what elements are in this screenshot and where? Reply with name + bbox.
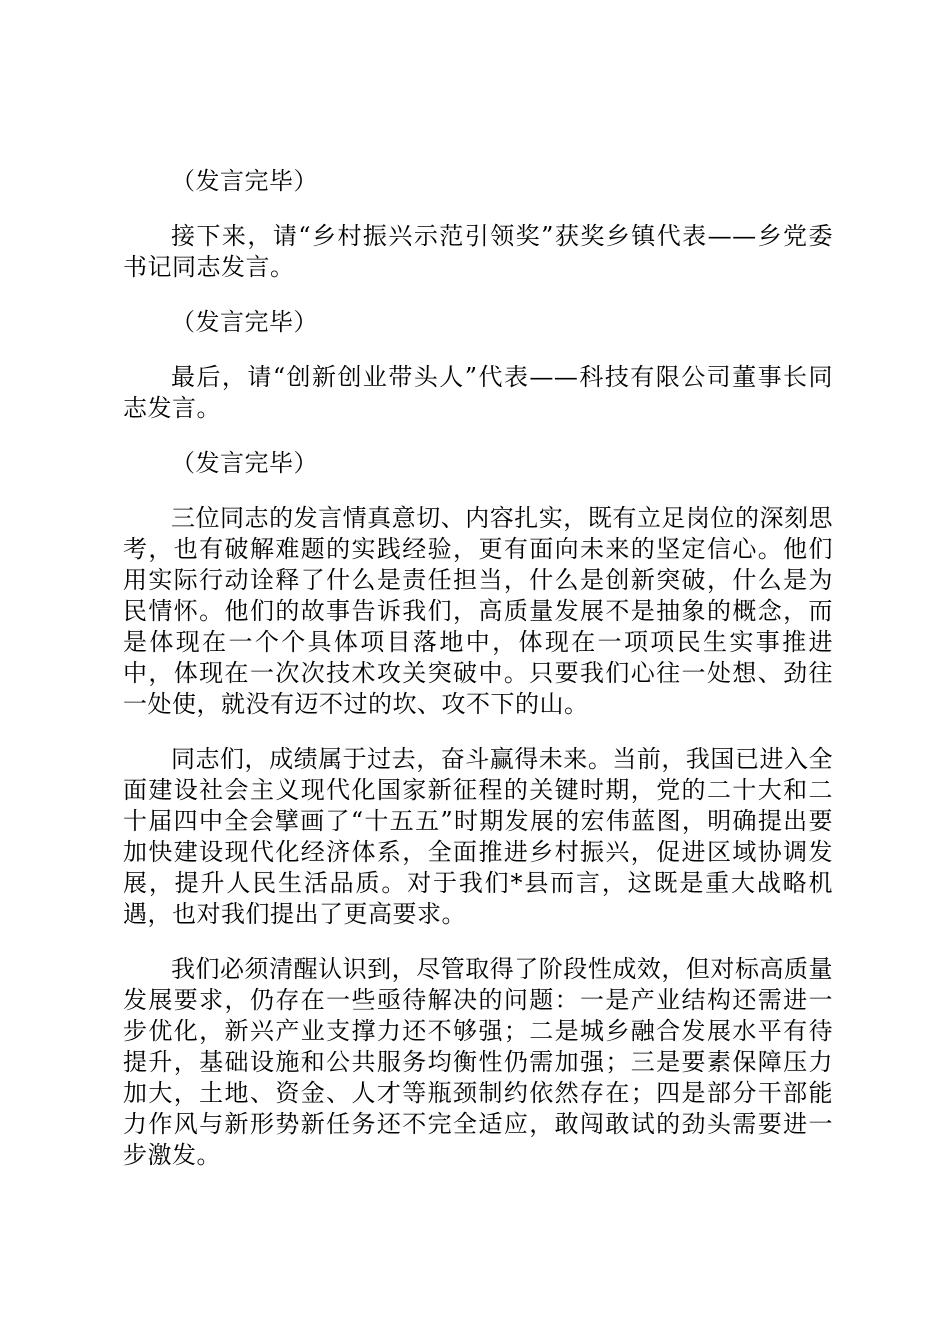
- paragraph: 同志们，成绩属于过去，奋斗赢得未来。当前，我国已进入全面建设社会主义现代化国家新征程的关键时期，党的二十大和二十届四中全会擘画了“十五五”时期发展的宏伟蓝图，明确提出要加快建设现代化经济体系，全面推进乡村振兴，促进区域协调发展，提升人民生活品质。对于我们*县而言，这既是重大战略机遇，也对我们提出了更高要求。: [123, 745, 833, 928]
- document-body: [123, 166, 833, 1171]
- speech-end-note: （发言完毕）: [171, 308, 318, 336]
- speech-end-note: （发言完毕）: [171, 449, 318, 477]
- paragraph: 接下来，请“乡村振兴示范引领奖”获奖乡镇代表——乡党委书记同志发言。: [123, 222, 833, 281]
- speech-end-note: （发言完毕）: [171, 167, 318, 195]
- paragraph: 三位同志的发言情真意切、内容扎实，既有立足岗位的深刻思考，也有破解难题的实践经验，更有面向未来的坚定信心。他们用实际行动诠释了什么是责任担当，什么是创新突破，什么是为民情怀。他们的故事告诉我们，高质量发展不是抽象的概念，而是体现在一个个具体项目落地中，体现在一项项民生实事推进中，体现在一次次技术攻关突破中。只要我们心往一处想、劲往一处使，就没有迈不过的坎、攻不下的山。: [123, 504, 833, 718]
- paragraph: 最后，请“创新创业带头人”代表——科技有限公司董事长同志发言。: [123, 363, 833, 422]
- paragraph: 我们必须清醒认识到，尽管取得了阶段性成效，但对标高质量发展要求，仍存在一些亟待解决的问题：一是产业结构还需进一步优化，新兴产业支撑力还不够强；二是城乡融合发展水平有待提升，基础设施和公共服务均衡性仍需加强；三是要素保障压力加大，土地、资金、人才等瓶颈制约依然存在；四是部分干部能力作风与新形势新任务还不完全适应，敢闯敢试的劲头需要进一步激发。: [123, 955, 833, 1169]
